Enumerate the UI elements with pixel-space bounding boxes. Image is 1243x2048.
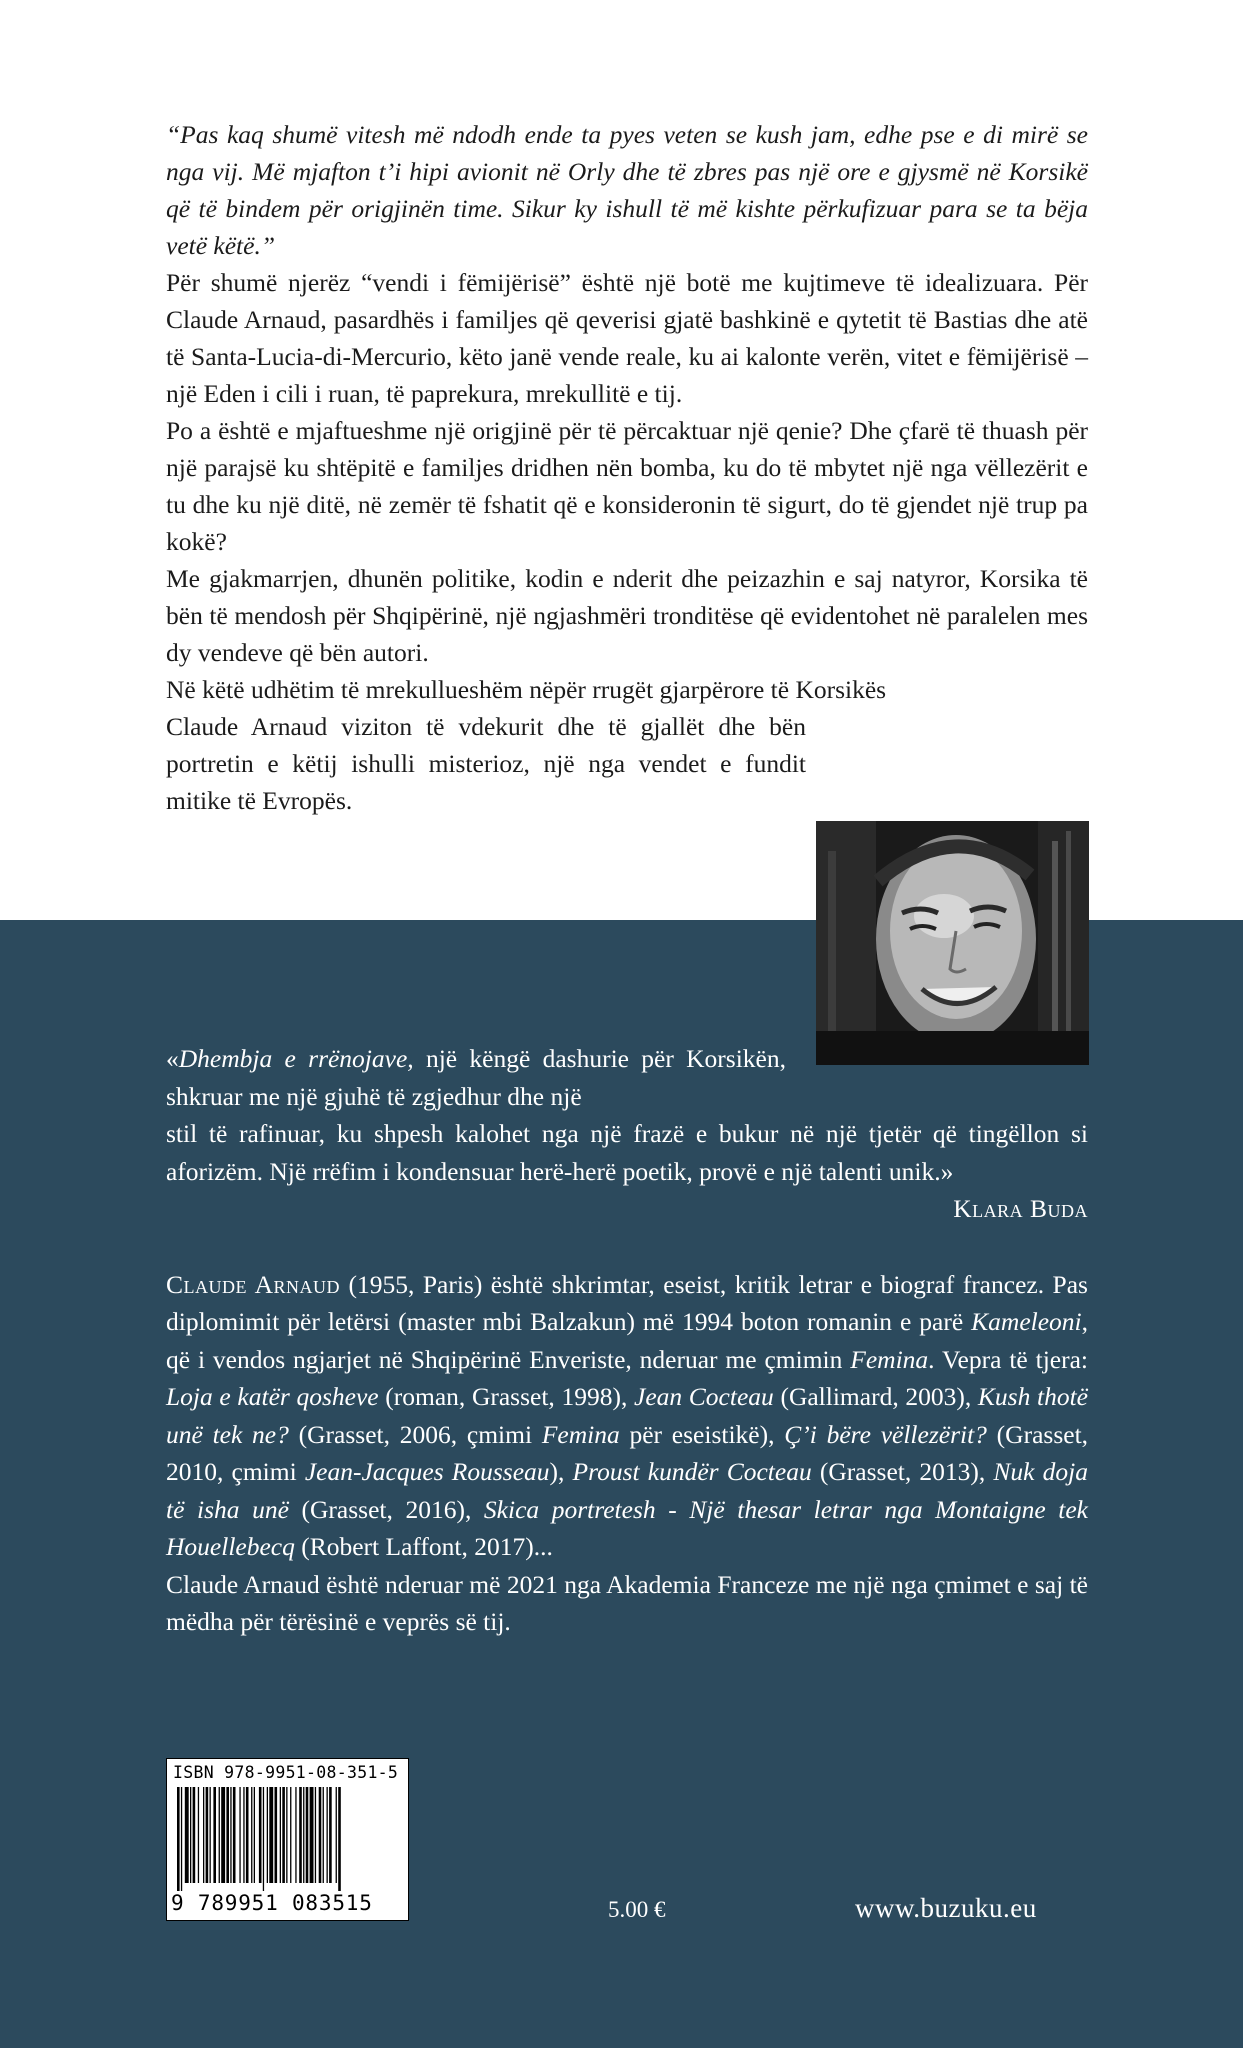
barcode-bar — [327, 1787, 328, 1883]
review-open-quote: « — [166, 1044, 179, 1073]
bio-text: (Grasset, 2013), — [811, 1457, 994, 1486]
bio-award-name: Jean-Jacques Rousseau — [304, 1457, 550, 1486]
bio-text: ), — [549, 1457, 573, 1486]
barcode-bar — [226, 1787, 229, 1883]
barcode-bar — [233, 1787, 236, 1883]
barcode-bar — [210, 1787, 211, 1883]
barcode-bar — [181, 1787, 182, 1891]
barcode-bar — [230, 1787, 231, 1883]
barcode-bar — [290, 1787, 291, 1883]
author-portrait-image — [816, 821, 1089, 1065]
bio-text: (Gallimard, 2003), — [773, 1382, 978, 1411]
barcode-bar — [177, 1787, 180, 1891]
barcode-bar — [286, 1787, 287, 1883]
bio-book-title: Nuk doja të isha unë — [166, 1457, 1088, 1524]
barcode-bar — [303, 1787, 304, 1883]
bio-book-title: Kameleoni — [971, 1307, 1082, 1336]
synopsis-paragraph-4-line-1: Në këtë udhëtim të mrekullueshëm nëpër rrugët gjarpërore të Korsikës — [166, 675, 887, 704]
barcode-bar — [329, 1787, 332, 1883]
bio-award-name: Femina — [541, 1419, 620, 1449]
barcode-bar — [239, 1787, 240, 1883]
review-book-title: Dhembja e rrënojave, — [178, 1044, 414, 1073]
bio-award-name: Femina — [850, 1344, 929, 1374]
author-quote: “Pas kaq shumë vitesh më ndodh ende ta pyes veten se kush jam, edhe pse e di mirë se nga vij. Më mjafton t’i hipi avionit në Orly dhe të zbres pas një ore e gjysmë në Korsikë që të bindem për origjinën time. Sikur ky ishull të më kishte përkufizuar para se ta bëja vetë këtë.” — [166, 120, 1088, 260]
synopsis-paragraph-2: Po a është e mjaftueshme një origjinë për të përcaktuar një qenie? Dhe çfarë të thuash për një parajsë ku shtëpitë e familjes dridhen nën bomba, ku do të mbytet një nga vëllezërit e tu dhe ku një ditë, në zemër të fshatit që e konsideronin të sigurt, do të gjendet një trup pa kokë? — [166, 416, 1088, 556]
barcode-bar — [269, 1787, 273, 1883]
lower-text — [166, 1040, 1088, 1641]
synopsis-paragraph-3: Me gjakmarrjen, dhunën politike, kodin e nderit dhe peizazhin e saj natyror, Korsika të bën të mendosh për Shqipërinë, një ngjashmëri tronditëse që evidentohet në paralelen mes dy vendeve që bën autori. — [166, 564, 1088, 667]
bio-book-title: Kush thotë unë tek ne? — [166, 1382, 1088, 1449]
barcode-bar — [193, 1787, 196, 1883]
bio-text: , që i vendos ngjarjet në Shqipërinë Enveriste, nderuar me çmimin — [166, 1307, 1088, 1374]
barcode-bar — [315, 1787, 316, 1883]
barcode-bar — [246, 1787, 249, 1883]
bio-text: (1955, Paris) është shkrimtar, eseist, kritik letrar e biograf francez. Pas diplomimit për letërsi (master mbi Balzakun) më 1994 boton romanin e parë — [166, 1269, 1088, 1336]
bio-text: për eseistikë), — [619, 1419, 785, 1449]
barcode-bar — [319, 1787, 322, 1883]
barcode-bar — [263, 1787, 264, 1891]
barcode-bar — [190, 1787, 191, 1883]
bio-text: (Grasset, 2010, çmimi — [166, 1419, 1089, 1486]
barcode-bar — [275, 1787, 278, 1883]
barcode-bar — [219, 1787, 220, 1883]
isbn-label: ISBN 978-9951-08-351-5 — [173, 1763, 399, 1782]
barcode-bar — [280, 1787, 281, 1883]
price: 5.00 € — [608, 1897, 666, 1922]
bio-text: (roman, Grasset, 1998), — [378, 1382, 634, 1411]
bio-book-title: Jean Cocteau — [634, 1382, 774, 1411]
barcode-bar — [299, 1787, 302, 1883]
isbn-barcode — [166, 1758, 409, 1921]
barcode-bar — [267, 1787, 268, 1883]
review-text-head: një këngë dashurie për Korsikën, shkruar me një gjuhë të zgjedhur dhe një — [166, 1044, 786, 1111]
bio-award: Claude Arnaud është nderuar më 2021 nga Akademia Franceze me një nga çmimet e saj të mëdha për tërësinë e veprës së tij. — [166, 1569, 1088, 1636]
barcode-bar — [338, 1787, 341, 1891]
synopsis — [166, 116, 1088, 819]
bio-text: (Grasset, 2006, çmimi — [288, 1419, 542, 1449]
barcode-bar — [282, 1787, 285, 1883]
barcode-bar — [243, 1787, 244, 1883]
barcode-bar — [206, 1787, 209, 1883]
barcode-bar — [323, 1787, 324, 1883]
barcode-bar — [259, 1787, 262, 1883]
barcode-bar — [213, 1787, 216, 1883]
barcode-bar — [185, 1787, 189, 1883]
barcode-bar — [198, 1787, 199, 1883]
barcode-bar — [336, 1787, 337, 1883]
barcode-bar — [254, 1787, 255, 1883]
bio-book-title: Ç’i bëre vëllezërit? — [784, 1419, 987, 1449]
review-quote-head — [166, 1040, 786, 1115]
review-author: Klara Buda — [953, 1194, 1088, 1223]
bio-author-name: Claude Arnaud — [166, 1269, 340, 1299]
bio-book-title: Loja e katër qosheve — [166, 1382, 379, 1411]
barcode-bar — [295, 1787, 296, 1883]
ean-digits: 9 789951 083515 — [171, 1891, 373, 1915]
synopsis-paragraph-1: Për shumë njerëz “vendi i fëmijërisë” është një botë me kujtimeve të idealizuara. Për Claude Arnaud, pasardhës i familjes që qeverisi gjatë bashkinë e qytetit të Bastias dhe atë të Santa-Lucia-di-Mercurio, këto janë vende reale, ku ai kalonte verën, vitet e fëmijërisë – një Eden i cili i ruan, të paprekura, mrekullitë e tij. — [166, 268, 1088, 408]
bio-text: (Robert Laffont, 2017)... — [294, 1532, 553, 1561]
bio-text: (Grasset, 2016), — [288, 1494, 484, 1524]
bio-text: . Vepra të tjera: — [928, 1344, 1088, 1374]
barcode-bar — [306, 1787, 309, 1883]
author-photo — [816, 821, 1089, 1065]
bio-book-title: Proust kundër Cocteau — [572, 1457, 812, 1486]
synopsis-paragraph-4-rest: Claude Arnaud viziton të vdekurit dhe të gjallët dhe bën portretin e këtij ishulli misterioz, një nga vendet e fundit mitike të Evropës. — [166, 712, 806, 815]
bio-book-title: Skica portretesh - Një thesar letrar nga Montaigne tek Houellebecq — [166, 1494, 1088, 1561]
author-bio — [166, 1266, 1088, 1566]
review-quote-tail: stil të rafinuar, ku shpesh kalohet nga një frazë e bukur në një tjetër që tingëllon si aforizëm. Një rrëfim i kondensuar herë-herë poetik, provë e një talenti unik.» — [166, 1119, 1088, 1186]
barcode-bar — [251, 1787, 252, 1883]
barcode-bar — [203, 1787, 204, 1883]
barcode-bar — [221, 1787, 225, 1883]
publisher-website: www.buzuku.eu — [855, 1893, 1037, 1923]
barcode-bar — [310, 1787, 314, 1883]
barcode-bars — [175, 1787, 402, 1891]
